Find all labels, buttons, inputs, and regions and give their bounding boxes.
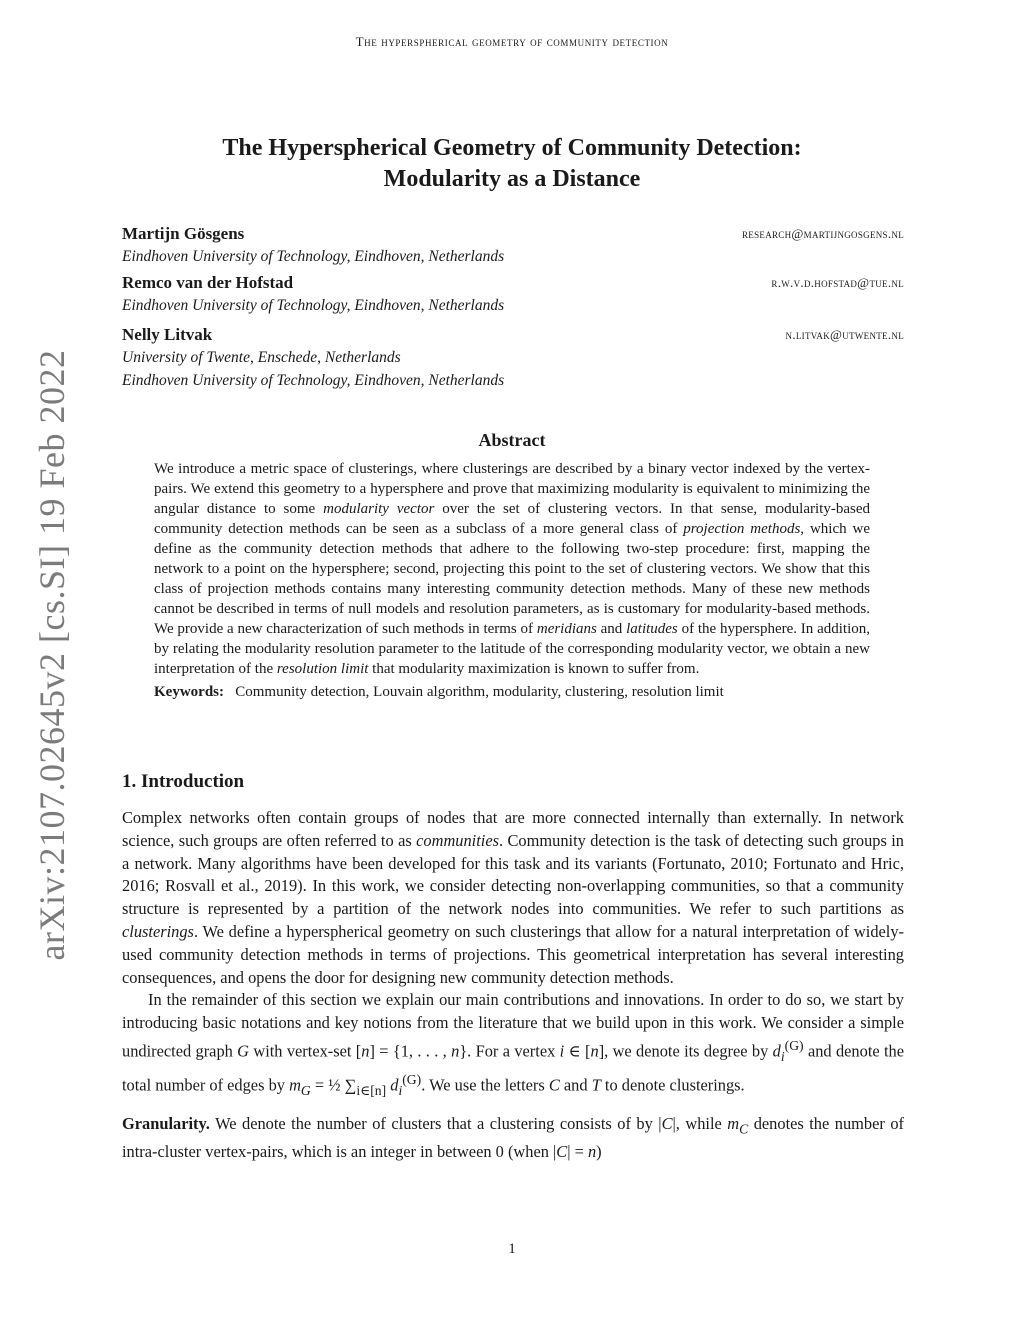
- keywords-list: Community detection, Louvain algorithm, modularity, clustering, resolution limit: [235, 684, 724, 700]
- author-block: [122, 324, 904, 392]
- page-number: 1: [508, 1241, 516, 1257]
- keywords-label: Keywords:: [154, 684, 224, 700]
- abstract-heading: Abstract: [478, 430, 546, 450]
- author-affiliation: University of Twente, Enschede, Netherlands: [122, 349, 401, 366]
- title-line-2: Modularity as a Distance: [383, 166, 641, 192]
- abstract: [154, 459, 870, 702]
- author-name: Nelly Litvak: [122, 325, 213, 344]
- keywords: [154, 682, 870, 702]
- paragraph: Complex networks often contain groups of nodes that are more connected internally than externally. In network science, such groups are often referred to as communities. Community detection is the task of detecting such groups in a network. Many algorithms have been developed for this task and its variants (Fortunato, 2010; Fortunato and Hric, 2016; Rosvall et al., 2019). In this work, we consider detecting non-overlapping communities, so that a community structure is represented by a partition of the network nodes into communities. We refer to such partitions as clusterings. We define a hyperspherical geometry on such clusterings that allow for a natural interpretation of widely-used community detection methods in terms of projections. This geometrical interpretation has several interesting consequences, and opens the door for designing new community detection methods.: [122, 808, 904, 987]
- running-head: The hyperspherical geometry of community detection: [355, 34, 669, 49]
- author-email[interactable]: research@martijngosgens.nl: [742, 226, 904, 241]
- author-affiliation: Eindhoven University of Technology, Eindhoven, Netherlands: [122, 248, 505, 265]
- abstract-text: We introduce a metric space of clusterings, where clusterings are described by a binary vector indexed by the vertex-pairs. We extend this geometry to a hypersphere and prove that maximizing modularity is equivalent to minimizing the angular distance to some modularity vector over the set of clustering vectors. In that sense, modularity-based community detection methods can be seen as a subclass of a more general class of projection methods, which we define as the community detection methods that adhere to the following two-step procedure: first, mapping the network to a point on the hypersphere; second, projecting this point to the set of clustering vectors. We show that this class of projection methods contains many interesting community detection methods. Many of these new methods cannot be described in terms of null models and resolution parameters, as is customary for modularity-based methods. We provide a new characterization of such methods in terms of meridians and latitudes of the hypersphere. In addition, by relating the modularity resolution parameter to the latitude of the corresponding modularity vector, we obtain a new interpretation of the resolution limit that modularity maximization is known to suffer from.: [154, 461, 871, 677]
- author-email[interactable]: r.w.v.d.hofstad@tue.nl: [771, 275, 904, 290]
- arxiv-stamp[interactable]: arXiv:2107.02645v2 [cs.SI] 19 Feb 2022: [32, 349, 72, 961]
- section-heading-introduction: 1. Introduction: [122, 771, 245, 792]
- author-block: [122, 223, 904, 268]
- author-affiliation: Eindhoven University of Technology, Eindhoven, Netherlands: [122, 297, 505, 314]
- paragraph-granularity: Granularity. We denote the number of clusters that a clustering consists of by |C|, while $m_C$ denotes the number of intra-cluster vertex-pairs, which is an integer in between 0 (when |C| = n): [122, 1114, 904, 1162]
- granularity-label: Granularity.: [122, 1114, 210, 1134]
- introduction-body: [122, 807, 904, 1164]
- author-name: Remco van der Hofstad: [122, 273, 294, 292]
- author-affiliation: Eindhoven University of Technology, Eindhoven, Netherlands: [122, 372, 505, 389]
- author-email[interactable]: n.litvak@utwente.nl: [785, 327, 904, 342]
- title-line-1: The Hyperspherical Geometry of Community Detection:: [222, 135, 802, 161]
- author-block: [122, 272, 904, 317]
- author-name: Martijn Gösgens: [122, 224, 245, 243]
- paragraph: In the remainder of this section we explain our main contributions and innovations. In order to do so, we start by introducing basic notations and key notions from the literature that we build upon in this work. We consider a simple undirected graph G with vertex-set [n] = {1, . . . , n}. For a vertex i ∈ [n], we denote its degree by $d_i^{(G)}$ and denote the total number of edges by $m_G$ = ½ $\sum_{i\in[n]}$ $d_i^{(G)}$. We use the letters C and T to denote clusterings.: [122, 990, 905, 1098]
- paper-title: [0, 133, 1024, 195]
